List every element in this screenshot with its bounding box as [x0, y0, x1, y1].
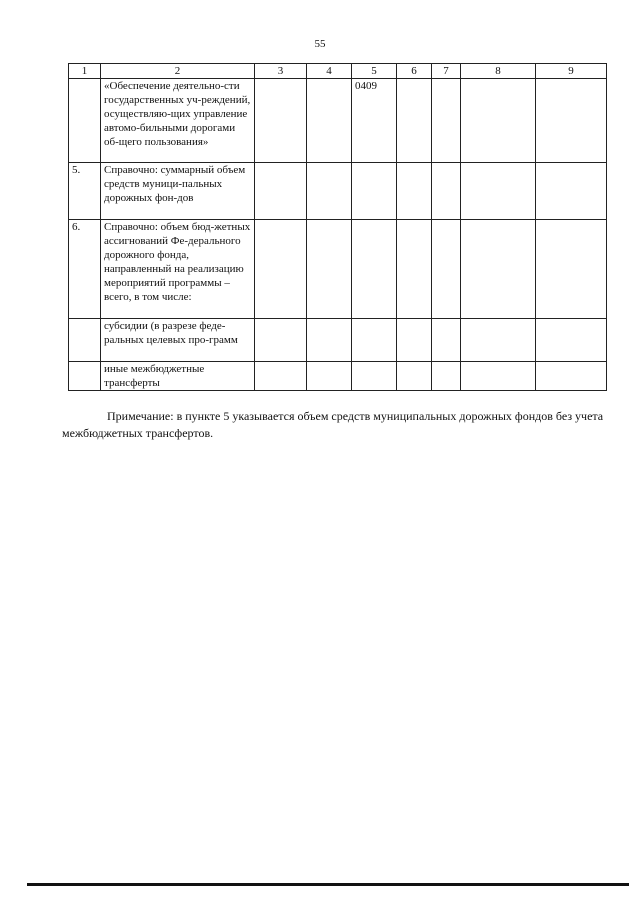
row-number: 6.	[69, 220, 101, 319]
table-cell	[307, 220, 352, 319]
row-number	[69, 362, 101, 391]
row-description: Справочно: суммарный объем средств муници-пальных дорожных фон-дов	[101, 163, 255, 220]
table-row	[69, 362, 607, 391]
table-cell	[307, 163, 352, 220]
table-cell	[255, 79, 307, 163]
column-header: 9	[536, 64, 607, 79]
table-cell	[255, 220, 307, 319]
column-header: 1	[69, 64, 101, 79]
row-number	[69, 319, 101, 362]
column-header: 5	[352, 64, 397, 79]
table-header-row	[69, 64, 607, 79]
table-cell	[461, 163, 536, 220]
table-row	[69, 220, 607, 319]
bottom-divider	[27, 883, 629, 886]
table-cell	[307, 362, 352, 391]
table-cell	[255, 319, 307, 362]
table-cell	[432, 163, 461, 220]
column-header: 8	[461, 64, 536, 79]
column-header: 3	[255, 64, 307, 79]
table-cell	[536, 319, 607, 362]
row-description: Справочно: объем бюд-жетных ассигнований Фе-дерального дорожного фонда, направленный на реализацию мероприятий программы – всего, в том числе:	[101, 220, 255, 319]
table-cell	[307, 79, 352, 163]
row-code	[352, 319, 397, 362]
table-cell	[397, 163, 432, 220]
table-cell	[536, 79, 607, 163]
column-header: 2	[101, 64, 255, 79]
row-number	[69, 79, 101, 163]
row-code: 0409	[352, 79, 397, 163]
table-cell	[461, 362, 536, 391]
page-number: 55	[314, 38, 326, 50]
column-header: 6	[397, 64, 432, 79]
table-cell	[461, 220, 536, 319]
column-header: 4	[307, 64, 352, 79]
table-cell	[461, 79, 536, 163]
column-header: 7	[432, 64, 461, 79]
row-description: иные межбюджетные трансферты	[101, 362, 255, 391]
data-table	[68, 63, 607, 391]
table-cell	[536, 220, 607, 319]
table-row	[69, 163, 607, 220]
table-cell	[397, 362, 432, 391]
row-description: субсидии (в разрезе феде-ральных целевых про-грамм	[101, 319, 255, 362]
table-cell	[432, 220, 461, 319]
table-row	[69, 319, 607, 362]
table-cell	[536, 362, 607, 391]
row-code	[352, 220, 397, 319]
table-row	[69, 79, 607, 163]
table-cell	[461, 319, 536, 362]
table-cell	[255, 163, 307, 220]
table-cell	[307, 319, 352, 362]
table-cell	[432, 79, 461, 163]
table-cell	[397, 220, 432, 319]
table-cell	[432, 362, 461, 391]
row-description: «Обеспечение деятельно-сти государственных уч-реждений, осуществляю-щих управление автомо-бильными дорогами об-щего пользования»	[101, 79, 255, 163]
table-cell	[536, 163, 607, 220]
row-code	[352, 362, 397, 391]
table-cell	[432, 319, 461, 362]
table-cell	[397, 79, 432, 163]
table-cell	[255, 362, 307, 391]
table-cell	[397, 319, 432, 362]
row-code	[352, 163, 397, 220]
row-number: 5.	[69, 163, 101, 220]
table-note: Примечание: в пункте 5 указывается объем средств муниципальных дорожных фондов без учета межбюджетных трансфертов.	[62, 409, 604, 440]
